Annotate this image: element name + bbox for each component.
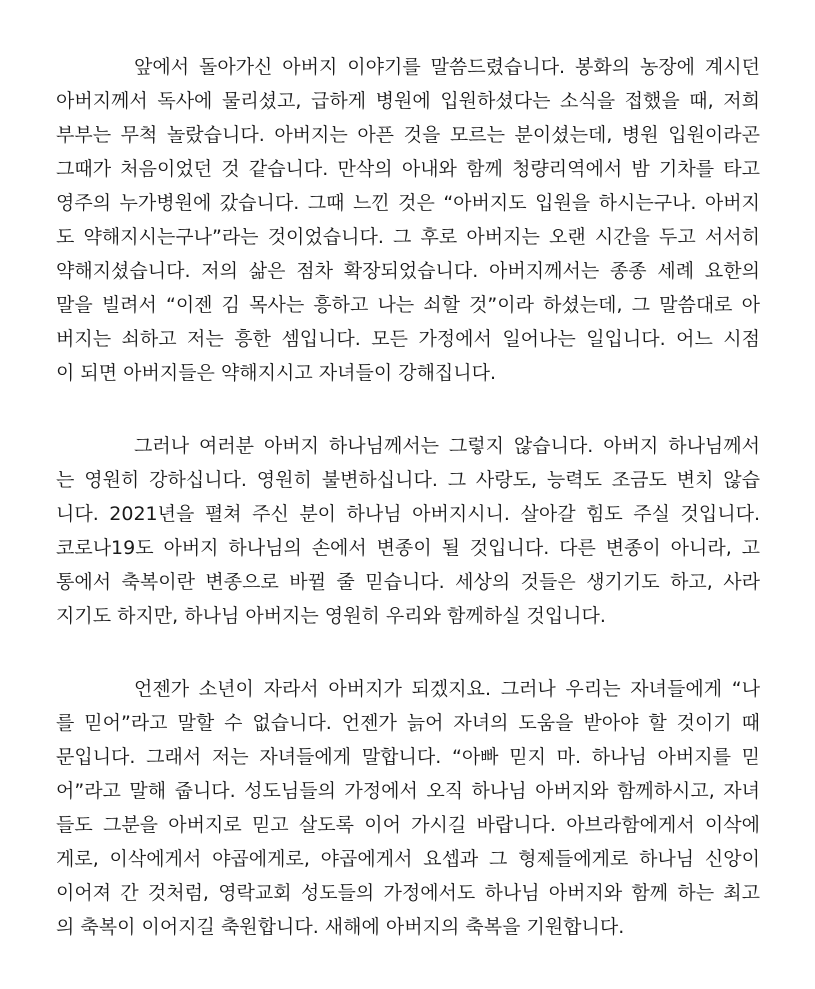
text-line: 의 축복이 이어지길 축원합니다. 새해에 아버지의 축복을 기원합니다. [56, 916, 625, 938]
paragraph-2 [56, 429, 760, 633]
text-line: 를 믿어”라고 말할 수 없습니다. 언젠가 늙어 자녀의 도움을 받아야 할 것이기 때 [56, 712, 760, 734]
text-line: 부부는 무척 놀랐습니다. 아버지는 아픈 것을 모르는 분이셨는데, 병원 입원이라곤 [56, 124, 760, 146]
text-line: 이어져 간 것처럼, 영락교회 성도들의 가정에서도 하나님 아버지와 함께 하는 최고 [56, 882, 760, 904]
text-line: 코로나19도 아버지 하나님의 손에서 변종이 될 것입니다. 다른 변종이 아니라, 고 [56, 537, 760, 559]
text-line: 는 영원히 강하십니다. 영원히 불변하십니다. 그 사랑도, 능력도 조금도 변치 않습 [56, 469, 760, 491]
text-line: 말을 빌려서 “이젠 김 목사는 흥하고 나는 쇠할 것”이라 하셨는데, 그 말씀대로 아 [56, 294, 760, 316]
text-line: 영주의 누가병원에 갔습니다. 그때 느낀 것은 “아버지도 입원을 하시는구나. 아버지 [56, 192, 760, 214]
text-line: 지기도 하지만, 하나님 아버지는 영원히 우리와 함께하실 것입니다. [56, 605, 606, 627]
text-line: 어”라고 말해 줍니다. 성도님들의 가정에서 오직 하나님 아버지와 함께하시고, 자녀 [56, 780, 760, 802]
text-line: 이 되면 아버지들은 약해지시고 자녀들이 강해집니다. [56, 362, 497, 384]
text-line: 언젠가 소년이 자라서 아버지가 되겠지요. 그러나 우리는 자녀들에게 “나 [134, 678, 760, 700]
text-line: 문입니다. 그래서 저는 자녀들에게 말합니다. “아빠 믿지 마. 하나님 아버지를 믿 [56, 746, 760, 768]
text-line: 아버지께서 독사에 물리셨고, 급하게 병원에 입원하셨다는 소식을 접했을 때, 저희 [56, 90, 760, 112]
text-line: 앞에서 돌아가신 아버지 이야기를 말씀드렸습니다. 봉화의 농장에 계시던 [134, 56, 760, 78]
text-line: 버지는 쇠하고 저는 흥한 셈입니다. 모든 가정에서 일어나는 일입니다. 어느 시점 [56, 328, 760, 350]
text-line: 그러나 여러분 아버지 하나님께서는 그렇지 않습니다. 아버지 하나님께서 [134, 435, 760, 457]
text-line: 도 약해지시는구나”라는 것이었습니다. 그 후로 아버지는 오랜 시간을 두고 서서히 [56, 226, 760, 248]
text-line: 니다. 2021년을 펼쳐 주신 분이 하나님 아버지시니. 살아갈 힘도 주실 것입니다. [56, 503, 760, 525]
text-line: 게로, 이삭에게서 야곱에게로, 야곱에게서 요셉과 그 형제들에게로 하나님 신앙이 [56, 848, 760, 870]
paragraph-1 [56, 50, 760, 390]
document-page [56, 50, 760, 983]
paragraph-3 [56, 672, 760, 944]
text-line: 그때가 처음이었던 것 같습니다. 만삭의 아내와 함께 청량리역에서 밤 기차를 타고 [56, 158, 760, 180]
text-line: 들도 그분을 아버지로 믿고 살도록 이어 가시길 바랍니다. 아브라함에게서 이삭에 [56, 814, 760, 836]
text-line: 약해지셨습니다. 저의 삶은 점차 확장되었습니다. 아버지께서는 종종 세례 요한의 [56, 260, 760, 282]
text-line: 통에서 축복이란 변종으로 바뀔 줄 믿습니다. 세상의 것들은 생기기도 하고, 사라 [56, 571, 760, 593]
